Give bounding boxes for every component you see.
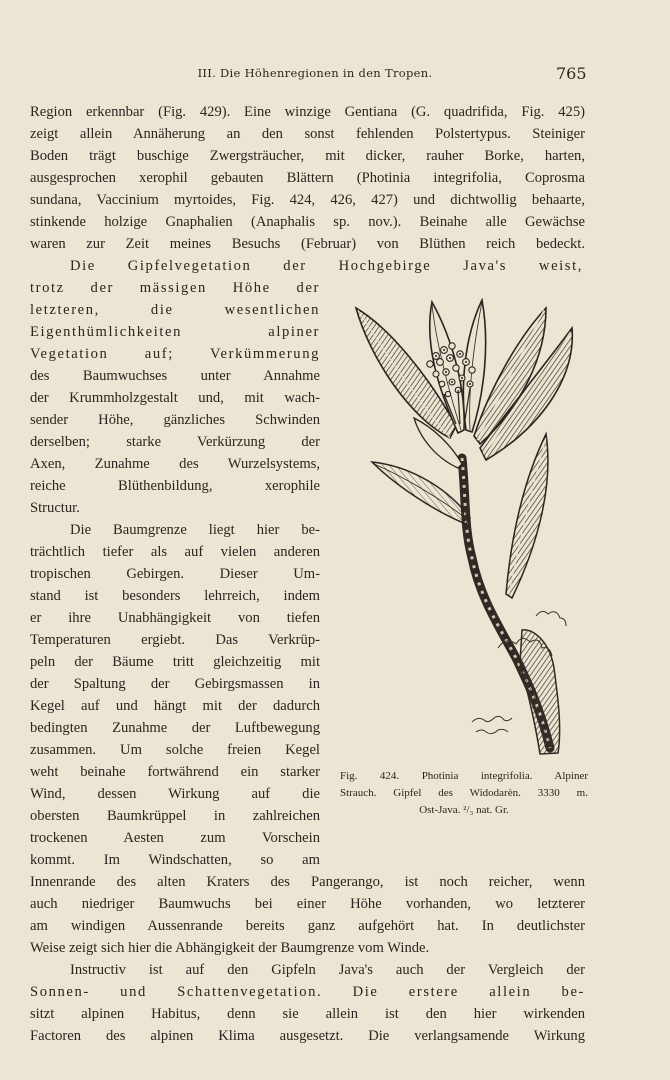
text-line: waren zur Zeit meines Besuchs (Februar) von Blüthen reich bedeckt.	[30, 236, 585, 252]
column-line: kommt. Im Windschatten, so am	[30, 852, 320, 868]
text-line: Factoren des alpinen Klima ausgesetzt. Die verlangsamende Wirkung	[30, 1028, 585, 1044]
column-line: bedingten Zunahme der Luftbewegung	[30, 720, 320, 736]
column-line: weht beinahe fortwährend ein starker	[30, 764, 320, 780]
column-line: Eigenthümlichkeiten alpiner	[30, 324, 320, 340]
text-line: ausgesprochen xerophil gebauten Blättern (Photinia integrifolia, Coprosma	[30, 170, 585, 186]
column-line: sender Höhe, gänzliches Schwinden	[30, 412, 320, 428]
text-line: Weise zeigt sich hier die Abhängigkeit der Baumgrenze vom Winde.	[30, 940, 430, 956]
text-line: stinkende holzige Gnaphalien (Anaphalis sp. nov.). Beinahe alle Gewächse	[30, 214, 585, 230]
running-title: III. Die Höhenregionen in den Tropen.	[197, 66, 433, 80]
text-line: sitzt alpinen Habitus, denn sie allein ist den hier wirkenden	[30, 1006, 585, 1022]
text-line: sundana, Vaccinium myrtoides, Fig. 424, 426, 427) und dichtwollig behaarte,	[30, 192, 585, 208]
column-line: Structur.	[30, 500, 80, 516]
column-line: der Krummholzgestalt und, mit wach-	[30, 390, 320, 406]
page-number: 765	[556, 64, 587, 83]
column-line: letzteren, die wesentlichen	[30, 302, 320, 318]
column-line: obersten Baumkrüppel in zahlreichen	[30, 808, 320, 824]
figure-caption-line: Ost-Java. ²/₃ nat. Gr.	[419, 804, 509, 816]
column-line: derselben; starke Verkürzung der	[30, 434, 320, 450]
text-line: Boden trägt buschige Zwergsträucher, mit dicker, rauher Borke, harten,	[30, 148, 585, 164]
text-line: Die Gipfelvegetation der Hochgebirge Java's weist,	[70, 258, 583, 274]
column-line: trächtlich tiefer als auf vielen anderen	[30, 544, 320, 560]
column-line: Axen, Zunahme des Wurzelsystems,	[30, 456, 320, 472]
figure-caption-line: Fig. 424. Photinia integrifolia. Alpiner	[340, 770, 588, 782]
text-line: auch niedriger Baumwuchs bei einer Höhe vorhanden, wo letzterer	[30, 896, 585, 912]
text-line: Instructiv ist auf den Gipfeln Java's auch der Vergleich der	[70, 962, 585, 978]
column-line: der Spaltung der Gebirgsmassen in	[30, 676, 320, 692]
column-line: reiche Blüthenbildung, xerophile	[30, 478, 320, 494]
column-line: trockenen Aesten zum Vorschein	[30, 830, 320, 846]
column-line: zusammen. Um solche freien Kegel	[30, 742, 320, 758]
column-line: des Baumwuchses unter Annahme	[30, 368, 320, 384]
plant-illustration	[340, 298, 588, 760]
column-line: Die Baumgrenze liegt hier be-	[70, 522, 320, 538]
column-line: trotz der mässigen Höhe der	[30, 280, 320, 296]
figure-caption-line: Strauch. Gipfel des Widodarèn. 3330 m.	[340, 787, 588, 799]
column-line: Kegel auf und hängt mit der dadurch	[30, 698, 320, 714]
text-line: zeigt allein Annäherung an den sonst fehlenden Polstertypus. Steiniger	[30, 126, 585, 142]
column-line: stand ist besonders lehrreich, indem	[30, 588, 320, 604]
column-line: peln der Bäume tritt gleichzeitig mit	[30, 654, 320, 670]
column-line: tropischen Gebirgen. Dieser Um-	[30, 566, 320, 582]
text-line: Region erkennbar (Fig. 429). Eine winzige Gentiana (G. quadrifida, Fig. 425)	[30, 104, 585, 120]
text-line: am windigen Aussenrande bereits ganz aufgehört hat. In deutlichster	[30, 918, 585, 934]
column-line: er ihre Unabhängigkeit von tiefen	[30, 610, 320, 626]
text-line: Innenrande des alten Kraters des Pangerango, ist noch reicher, wenn	[30, 874, 585, 890]
column-line: Temperaturen ergiebt. Das Verkrüp-	[30, 632, 320, 648]
column-line: Vegetation auf; Verkümmerung	[30, 346, 320, 362]
column-line: Wind, dessen Wirkung auf die	[30, 786, 320, 802]
text-line: Sonnen- und Schattenvegetation. Die erstere allein be-	[30, 984, 585, 1000]
